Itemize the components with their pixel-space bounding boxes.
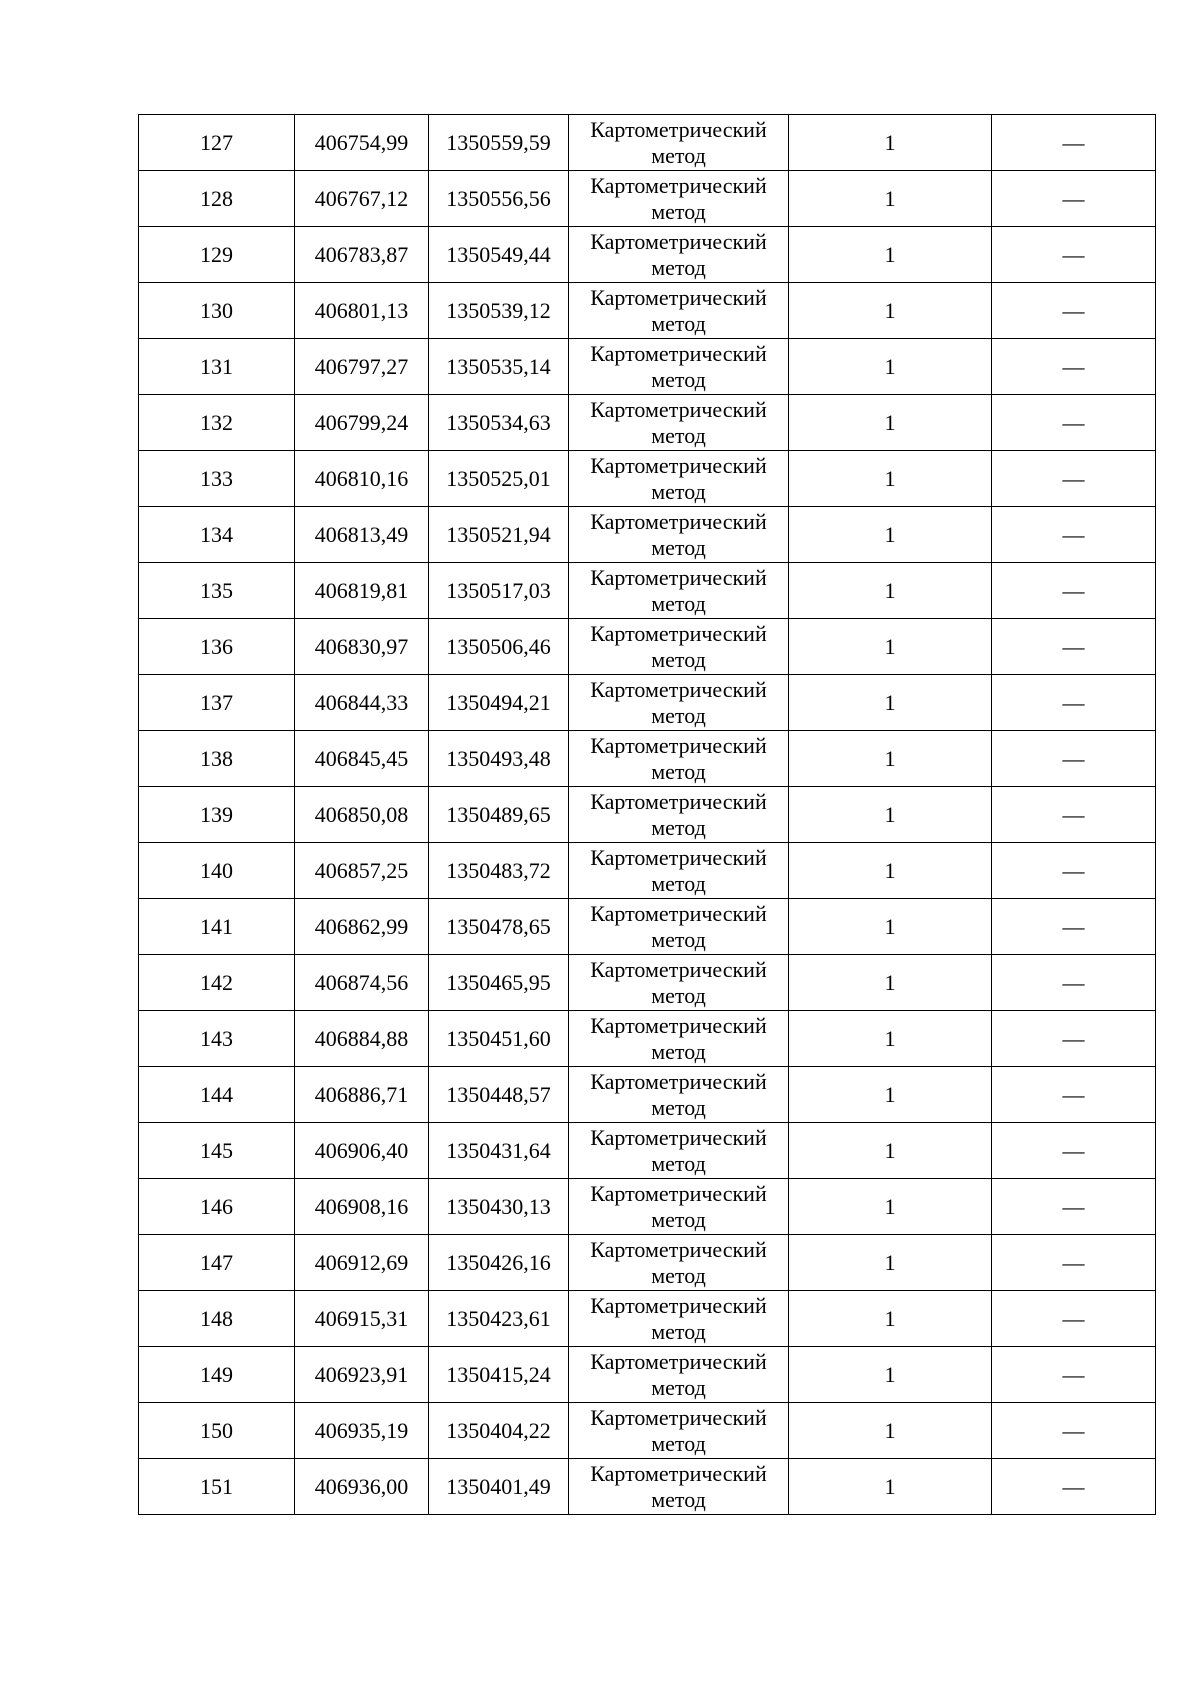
dash-text: — (1062, 1193, 1085, 1219)
dash-text: — (1062, 465, 1085, 491)
method-cell (569, 619, 789, 675)
table-row (139, 339, 1156, 395)
method-line-1: Картометрический (590, 844, 767, 870)
x-coordinate-cell: 406915,31 (295, 1291, 429, 1347)
dash-text: — (1062, 633, 1085, 659)
method-cell (569, 339, 789, 395)
y-coordinate-cell: 1350431,64 (429, 1123, 569, 1179)
method-line-2: метод (651, 870, 706, 896)
description-cell (992, 899, 1156, 955)
table-row (139, 843, 1156, 899)
method-line-2: метод (651, 1374, 706, 1400)
method-cell (569, 507, 789, 563)
table-row (139, 731, 1156, 787)
y-coordinate-cell: 1350559,59 (429, 115, 569, 171)
dash-text: — (1062, 913, 1085, 939)
method-cell (569, 899, 789, 955)
method-line-2: метод (651, 310, 706, 336)
method-line-1: Картометрический (590, 284, 767, 310)
method-cell (569, 1235, 789, 1291)
y-coordinate-cell: 1350525,01 (429, 451, 569, 507)
table-row (139, 955, 1156, 1011)
accuracy-cell: 1 (789, 115, 992, 171)
description-cell (992, 955, 1156, 1011)
x-coordinate-cell: 406862,99 (295, 899, 429, 955)
accuracy-cell: 1 (789, 1291, 992, 1347)
method-cell (569, 1403, 789, 1459)
description-cell (992, 1067, 1156, 1123)
dash-text: — (1062, 409, 1085, 435)
y-coordinate-cell: 1350448,57 (429, 1067, 569, 1123)
table-row (139, 507, 1156, 563)
y-coordinate-cell: 1350534,63 (429, 395, 569, 451)
description-cell (992, 115, 1156, 171)
method-line-1: Картометрический (590, 620, 767, 646)
method-line-2: метод (651, 1206, 706, 1232)
dash-text: — (1062, 241, 1085, 267)
x-coordinate-cell: 406783,87 (295, 227, 429, 283)
table-row (139, 227, 1156, 283)
accuracy-cell: 1 (789, 283, 992, 339)
x-coordinate-cell: 406813,49 (295, 507, 429, 563)
y-coordinate-cell: 1350415,24 (429, 1347, 569, 1403)
x-coordinate-cell: 406810,16 (295, 451, 429, 507)
description-cell (992, 1347, 1156, 1403)
accuracy-cell: 1 (789, 1403, 992, 1459)
x-coordinate-cell: 406857,25 (295, 843, 429, 899)
accuracy-cell: 1 (789, 675, 992, 731)
y-coordinate-cell: 1350465,95 (429, 955, 569, 1011)
point-number-cell: 148 (139, 1291, 295, 1347)
point-number-cell: 128 (139, 171, 295, 227)
method-line-2: метод (651, 1318, 706, 1344)
method-line-2: метод (651, 254, 706, 280)
method-cell (569, 1347, 789, 1403)
point-number-cell: 143 (139, 1011, 295, 1067)
accuracy-cell: 1 (789, 1011, 992, 1067)
dash-text: — (1062, 689, 1085, 715)
method-line-1: Картометрический (590, 1460, 767, 1486)
method-cell (569, 1011, 789, 1067)
method-line-1: Картометрический (590, 900, 767, 926)
description-cell (992, 1459, 1156, 1515)
x-coordinate-cell: 406884,88 (295, 1011, 429, 1067)
method-line-1: Картометрический (590, 788, 767, 814)
y-coordinate-cell: 1350401,49 (429, 1459, 569, 1515)
description-cell (992, 283, 1156, 339)
accuracy-cell: 1 (789, 1123, 992, 1179)
table-row (139, 1235, 1156, 1291)
point-number-cell: 140 (139, 843, 295, 899)
point-number-cell: 147 (139, 1235, 295, 1291)
dash-text: — (1062, 1361, 1085, 1387)
point-number-cell: 151 (139, 1459, 295, 1515)
method-cell (569, 1179, 789, 1235)
y-coordinate-cell: 1350539,12 (429, 283, 569, 339)
method-line-1: Картометрический (590, 508, 767, 534)
accuracy-cell: 1 (789, 395, 992, 451)
method-line-1: Картометрический (590, 116, 767, 142)
method-line-2: метод (651, 534, 706, 560)
description-cell (992, 395, 1156, 451)
table-row (139, 1459, 1156, 1515)
description-cell (992, 1235, 1156, 1291)
method-line-2: метод (651, 142, 706, 168)
table-row (139, 675, 1156, 731)
x-coordinate-cell: 406819,81 (295, 563, 429, 619)
method-line-2: метод (651, 1094, 706, 1120)
method-cell (569, 1291, 789, 1347)
description-cell (992, 171, 1156, 227)
y-coordinate-cell: 1350489,65 (429, 787, 569, 843)
method-line-1: Картометрический (590, 732, 767, 758)
description-cell (992, 843, 1156, 899)
accuracy-cell: 1 (789, 843, 992, 899)
dash-text: — (1062, 1417, 1085, 1443)
method-line-2: метод (651, 590, 706, 616)
dash-text: — (1062, 801, 1085, 827)
table-row (139, 1347, 1156, 1403)
method-line-2: метод (651, 646, 706, 672)
table-row (139, 563, 1156, 619)
point-number-cell: 129 (139, 227, 295, 283)
description-cell (992, 1011, 1156, 1067)
accuracy-cell: 1 (789, 171, 992, 227)
y-coordinate-cell: 1350494,21 (429, 675, 569, 731)
method-cell (569, 731, 789, 787)
dash-text: — (1062, 1473, 1085, 1499)
method-line-2: метод (651, 1486, 706, 1512)
x-coordinate-cell: 406799,24 (295, 395, 429, 451)
point-number-cell: 131 (139, 339, 295, 395)
description-cell (992, 675, 1156, 731)
point-number-cell: 139 (139, 787, 295, 843)
point-number-cell: 127 (139, 115, 295, 171)
dash-text: — (1062, 185, 1085, 211)
description-cell (992, 619, 1156, 675)
description-cell (992, 1179, 1156, 1235)
point-number-cell: 135 (139, 563, 295, 619)
method-line-1: Картометрический (590, 1068, 767, 1094)
y-coordinate-cell: 1350517,03 (429, 563, 569, 619)
method-line-1: Картометрический (590, 676, 767, 702)
table-row (139, 1011, 1156, 1067)
table-row (139, 1403, 1156, 1459)
dash-text: — (1062, 297, 1085, 323)
table-row (139, 619, 1156, 675)
accuracy-cell: 1 (789, 1235, 992, 1291)
table-body (139, 115, 1156, 1515)
dash-text: — (1062, 129, 1085, 155)
table-row (139, 787, 1156, 843)
description-cell (992, 507, 1156, 563)
accuracy-cell: 1 (789, 955, 992, 1011)
method-line-1: Картометрический (590, 452, 767, 478)
y-coordinate-cell: 1350549,44 (429, 227, 569, 283)
dash-text: — (1062, 577, 1085, 603)
dash-text: — (1062, 1305, 1085, 1331)
x-coordinate-cell: 406908,16 (295, 1179, 429, 1235)
point-number-cell: 138 (139, 731, 295, 787)
x-coordinate-cell: 406754,99 (295, 115, 429, 171)
method-cell (569, 1459, 789, 1515)
dash-text: — (1062, 969, 1085, 995)
x-coordinate-cell: 406912,69 (295, 1235, 429, 1291)
point-number-cell: 150 (139, 1403, 295, 1459)
point-number-cell: 137 (139, 675, 295, 731)
dash-text: — (1062, 1025, 1085, 1051)
description-cell (992, 1123, 1156, 1179)
description-cell (992, 731, 1156, 787)
x-coordinate-cell: 406830,97 (295, 619, 429, 675)
method-line-1: Картометрический (590, 228, 767, 254)
x-coordinate-cell: 406886,71 (295, 1067, 429, 1123)
y-coordinate-cell: 1350451,60 (429, 1011, 569, 1067)
point-number-cell: 134 (139, 507, 295, 563)
x-coordinate-cell: 406906,40 (295, 1123, 429, 1179)
y-coordinate-cell: 1350483,72 (429, 843, 569, 899)
accuracy-cell: 1 (789, 1347, 992, 1403)
method-line-2: метод (651, 422, 706, 448)
x-coordinate-cell: 406935,19 (295, 1403, 429, 1459)
x-coordinate-cell: 406923,91 (295, 1347, 429, 1403)
method-cell (569, 1123, 789, 1179)
method-line-2: метод (651, 758, 706, 784)
x-coordinate-cell: 406797,27 (295, 339, 429, 395)
method-cell (569, 563, 789, 619)
method-line-1: Картометрический (590, 1404, 767, 1430)
accuracy-cell: 1 (789, 451, 992, 507)
dash-text: — (1062, 1081, 1085, 1107)
description-cell (992, 451, 1156, 507)
table-row (139, 283, 1156, 339)
accuracy-cell: 1 (789, 619, 992, 675)
table-row (139, 1067, 1156, 1123)
accuracy-cell: 1 (789, 899, 992, 955)
point-number-cell: 133 (139, 451, 295, 507)
method-cell (569, 1067, 789, 1123)
method-line-2: метод (651, 982, 706, 1008)
method-line-1: Картометрический (590, 396, 767, 422)
x-coordinate-cell: 406850,08 (295, 787, 429, 843)
point-number-cell: 132 (139, 395, 295, 451)
method-line-1: Картометрический (590, 1292, 767, 1318)
accuracy-cell: 1 (789, 1179, 992, 1235)
method-line-2: метод (651, 1150, 706, 1176)
table-row (139, 171, 1156, 227)
y-coordinate-cell: 1350426,16 (429, 1235, 569, 1291)
accuracy-cell: 1 (789, 339, 992, 395)
table-row (139, 451, 1156, 507)
table-row (139, 115, 1156, 171)
table-row (139, 1291, 1156, 1347)
y-coordinate-cell: 1350404,22 (429, 1403, 569, 1459)
y-coordinate-cell: 1350493,48 (429, 731, 569, 787)
method-line-1: Картометрический (590, 564, 767, 590)
method-line-1: Картометрический (590, 172, 767, 198)
y-coordinate-cell: 1350478,65 (429, 899, 569, 955)
description-cell (992, 1403, 1156, 1459)
point-number-cell: 141 (139, 899, 295, 955)
accuracy-cell: 1 (789, 1067, 992, 1123)
description-cell (992, 563, 1156, 619)
method-line-1: Картометрический (590, 1012, 767, 1038)
method-line-2: метод (651, 198, 706, 224)
method-cell (569, 227, 789, 283)
method-cell (569, 955, 789, 1011)
method-cell (569, 787, 789, 843)
accuracy-cell: 1 (789, 507, 992, 563)
method-cell (569, 171, 789, 227)
method-line-1: Картометрический (590, 340, 767, 366)
description-cell (992, 787, 1156, 843)
method-line-2: метод (651, 366, 706, 392)
method-line-2: метод (651, 1430, 706, 1456)
x-coordinate-cell: 406801,13 (295, 283, 429, 339)
method-line-2: метод (651, 814, 706, 840)
method-line-2: метод (651, 926, 706, 952)
method-cell (569, 843, 789, 899)
x-coordinate-cell: 406767,12 (295, 171, 429, 227)
method-line-1: Картометрический (590, 1348, 767, 1374)
point-number-cell: 142 (139, 955, 295, 1011)
x-coordinate-cell: 406845,45 (295, 731, 429, 787)
method-line-2: метод (651, 702, 706, 728)
description-cell (992, 1291, 1156, 1347)
y-coordinate-cell: 1350430,13 (429, 1179, 569, 1235)
dash-text: — (1062, 745, 1085, 771)
method-line-1: Картометрический (590, 1124, 767, 1150)
y-coordinate-cell: 1350556,56 (429, 171, 569, 227)
accuracy-cell: 1 (789, 563, 992, 619)
table-row (139, 899, 1156, 955)
method-line-1: Картометрический (590, 1236, 767, 1262)
table-row (139, 1123, 1156, 1179)
method-cell (569, 675, 789, 731)
table-row (139, 1179, 1156, 1235)
accuracy-cell: 1 (789, 1459, 992, 1515)
accuracy-cell: 1 (789, 787, 992, 843)
description-cell (992, 227, 1156, 283)
accuracy-cell: 1 (789, 227, 992, 283)
point-number-cell: 130 (139, 283, 295, 339)
method-line-1: Картометрический (590, 956, 767, 982)
point-number-cell: 149 (139, 1347, 295, 1403)
dash-text: — (1062, 521, 1085, 547)
dash-text: — (1062, 1137, 1085, 1163)
dash-text: — (1062, 353, 1085, 379)
x-coordinate-cell: 406844,33 (295, 675, 429, 731)
method-line-1: Картометрический (590, 1180, 767, 1206)
x-coordinate-cell: 406874,56 (295, 955, 429, 1011)
method-cell (569, 115, 789, 171)
x-coordinate-cell: 406936,00 (295, 1459, 429, 1515)
point-number-cell: 146 (139, 1179, 295, 1235)
y-coordinate-cell: 1350506,46 (429, 619, 569, 675)
description-cell (992, 339, 1156, 395)
coordinates-table (138, 114, 1156, 1515)
y-coordinate-cell: 1350521,94 (429, 507, 569, 563)
method-line-2: метод (651, 1262, 706, 1288)
method-cell (569, 283, 789, 339)
method-line-2: метод (651, 478, 706, 504)
point-number-cell: 145 (139, 1123, 295, 1179)
accuracy-cell: 1 (789, 731, 992, 787)
method-cell (569, 395, 789, 451)
point-number-cell: 136 (139, 619, 295, 675)
method-line-2: метод (651, 1038, 706, 1064)
y-coordinate-cell: 1350535,14 (429, 339, 569, 395)
table-row (139, 395, 1156, 451)
point-number-cell: 144 (139, 1067, 295, 1123)
dash-text: — (1062, 857, 1085, 883)
method-cell (569, 451, 789, 507)
dash-text: — (1062, 1249, 1085, 1275)
y-coordinate-cell: 1350423,61 (429, 1291, 569, 1347)
